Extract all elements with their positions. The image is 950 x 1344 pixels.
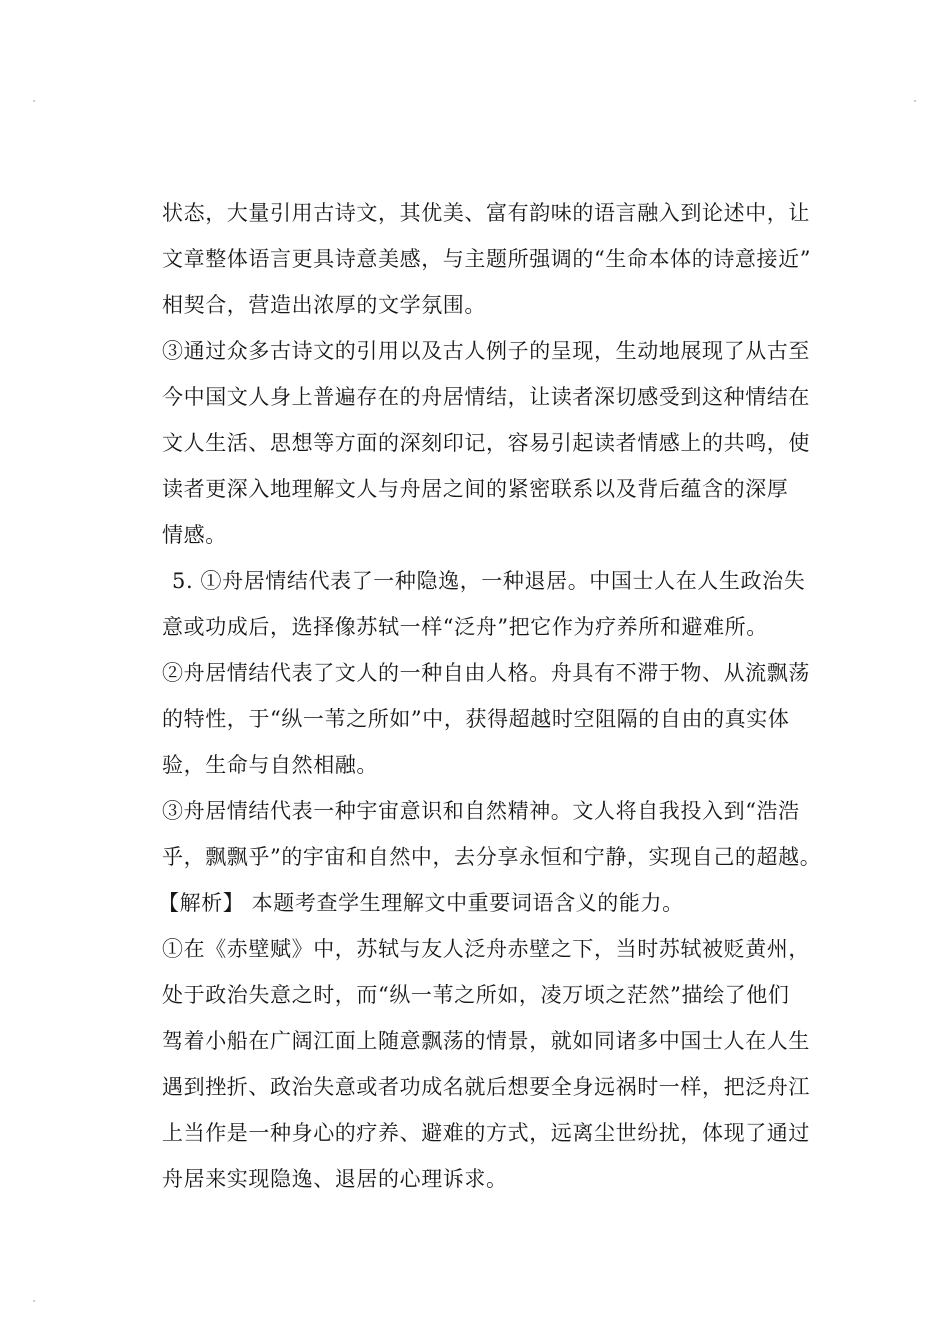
- analysis-heading-line: 【解析】 本题考查学生理解文中重要词语含义的能力。: [158, 891, 684, 915]
- text-line: 相契合，营造出浓厚的文学氛围。: [162, 293, 486, 317]
- text-line: ②舟居情结代表了文人的一种自由人格。舟具有不滞于物、从流飘荡: [162, 661, 810, 685]
- text-line: 遇到挫折、政治失意或者功成名就后想要全身远祸时一样，把泛舟江: [162, 1075, 810, 1099]
- answer-5-heading-line: 5. ①舟居情结代表了一种隐逸，一种退居。中国士人在人生政治失: [172, 569, 806, 593]
- text-line: ①在《赤壁赋》中，苏轼与友人泛舟赤壁之下，当时苏轼被贬黄州，: [162, 937, 810, 961]
- text-line: 的特性，于“纵一苇之所如”中，获得超越时空阻隔的自由的真实体: [162, 707, 790, 731]
- text-line: 处于政治失意之时，而“纵一苇之所如，凌万顷之茫然”描绘了他们: [162, 983, 790, 1007]
- text-line: 驾着小船在广阔江面上随意飘荡的情景，就如同诸多中国士人在人生: [162, 1029, 810, 1053]
- document-body: [158, 190, 822, 1202]
- text-line: 今中国文人身上普遍存在的舟居情结，让读者深切感受到这种情结在: [162, 385, 810, 409]
- text-line: ③舟居情结代表一种宇宙意识和自然精神。文人将自我投入到“浩浩: [162, 799, 800, 823]
- text-line: 文章整体语言更具诗意美感，与主题所强调的“生命本体的诗意接近”: [162, 247, 812, 271]
- text-line: 情感。: [162, 523, 227, 547]
- text-line: 舟居来实现隐逸、退居的心理诉求。: [162, 1167, 508, 1191]
- text-line: 上当作是一种身心的疗养、避难的方式，远离尘世纷扰，体现了通过: [162, 1121, 810, 1145]
- text-line: 意或功成后，选择像苏轼一样“泛舟”把它作为疗养所和避难所。: [162, 615, 768, 639]
- scan-speck: [33, 1300, 35, 1302]
- text-line: 读者更深入地理解文人与舟居之间的紧密联系以及背后蕴含的深厚: [162, 477, 789, 501]
- text-line: ③通过众多古诗文的引用以及古人例子的呈现，生动地展现了从古至: [162, 339, 810, 363]
- text-line: 文人生活、思想等方面的深刻印记，容易引起读者情感上的共鸣，使: [162, 431, 810, 455]
- scan-speck: [33, 100, 35, 102]
- text-line: 验，生命与自然相融。: [162, 753, 378, 777]
- text-line: 状态，大量引用古诗文，其优美、富有韵味的语言融入到论述中，让: [162, 201, 810, 225]
- text-line: 乎，飘飘乎”的宇宙和自然中，去分享永恒和宁静，实现自己的超越。: [162, 845, 822, 869]
- scan-speck: [914, 100, 916, 102]
